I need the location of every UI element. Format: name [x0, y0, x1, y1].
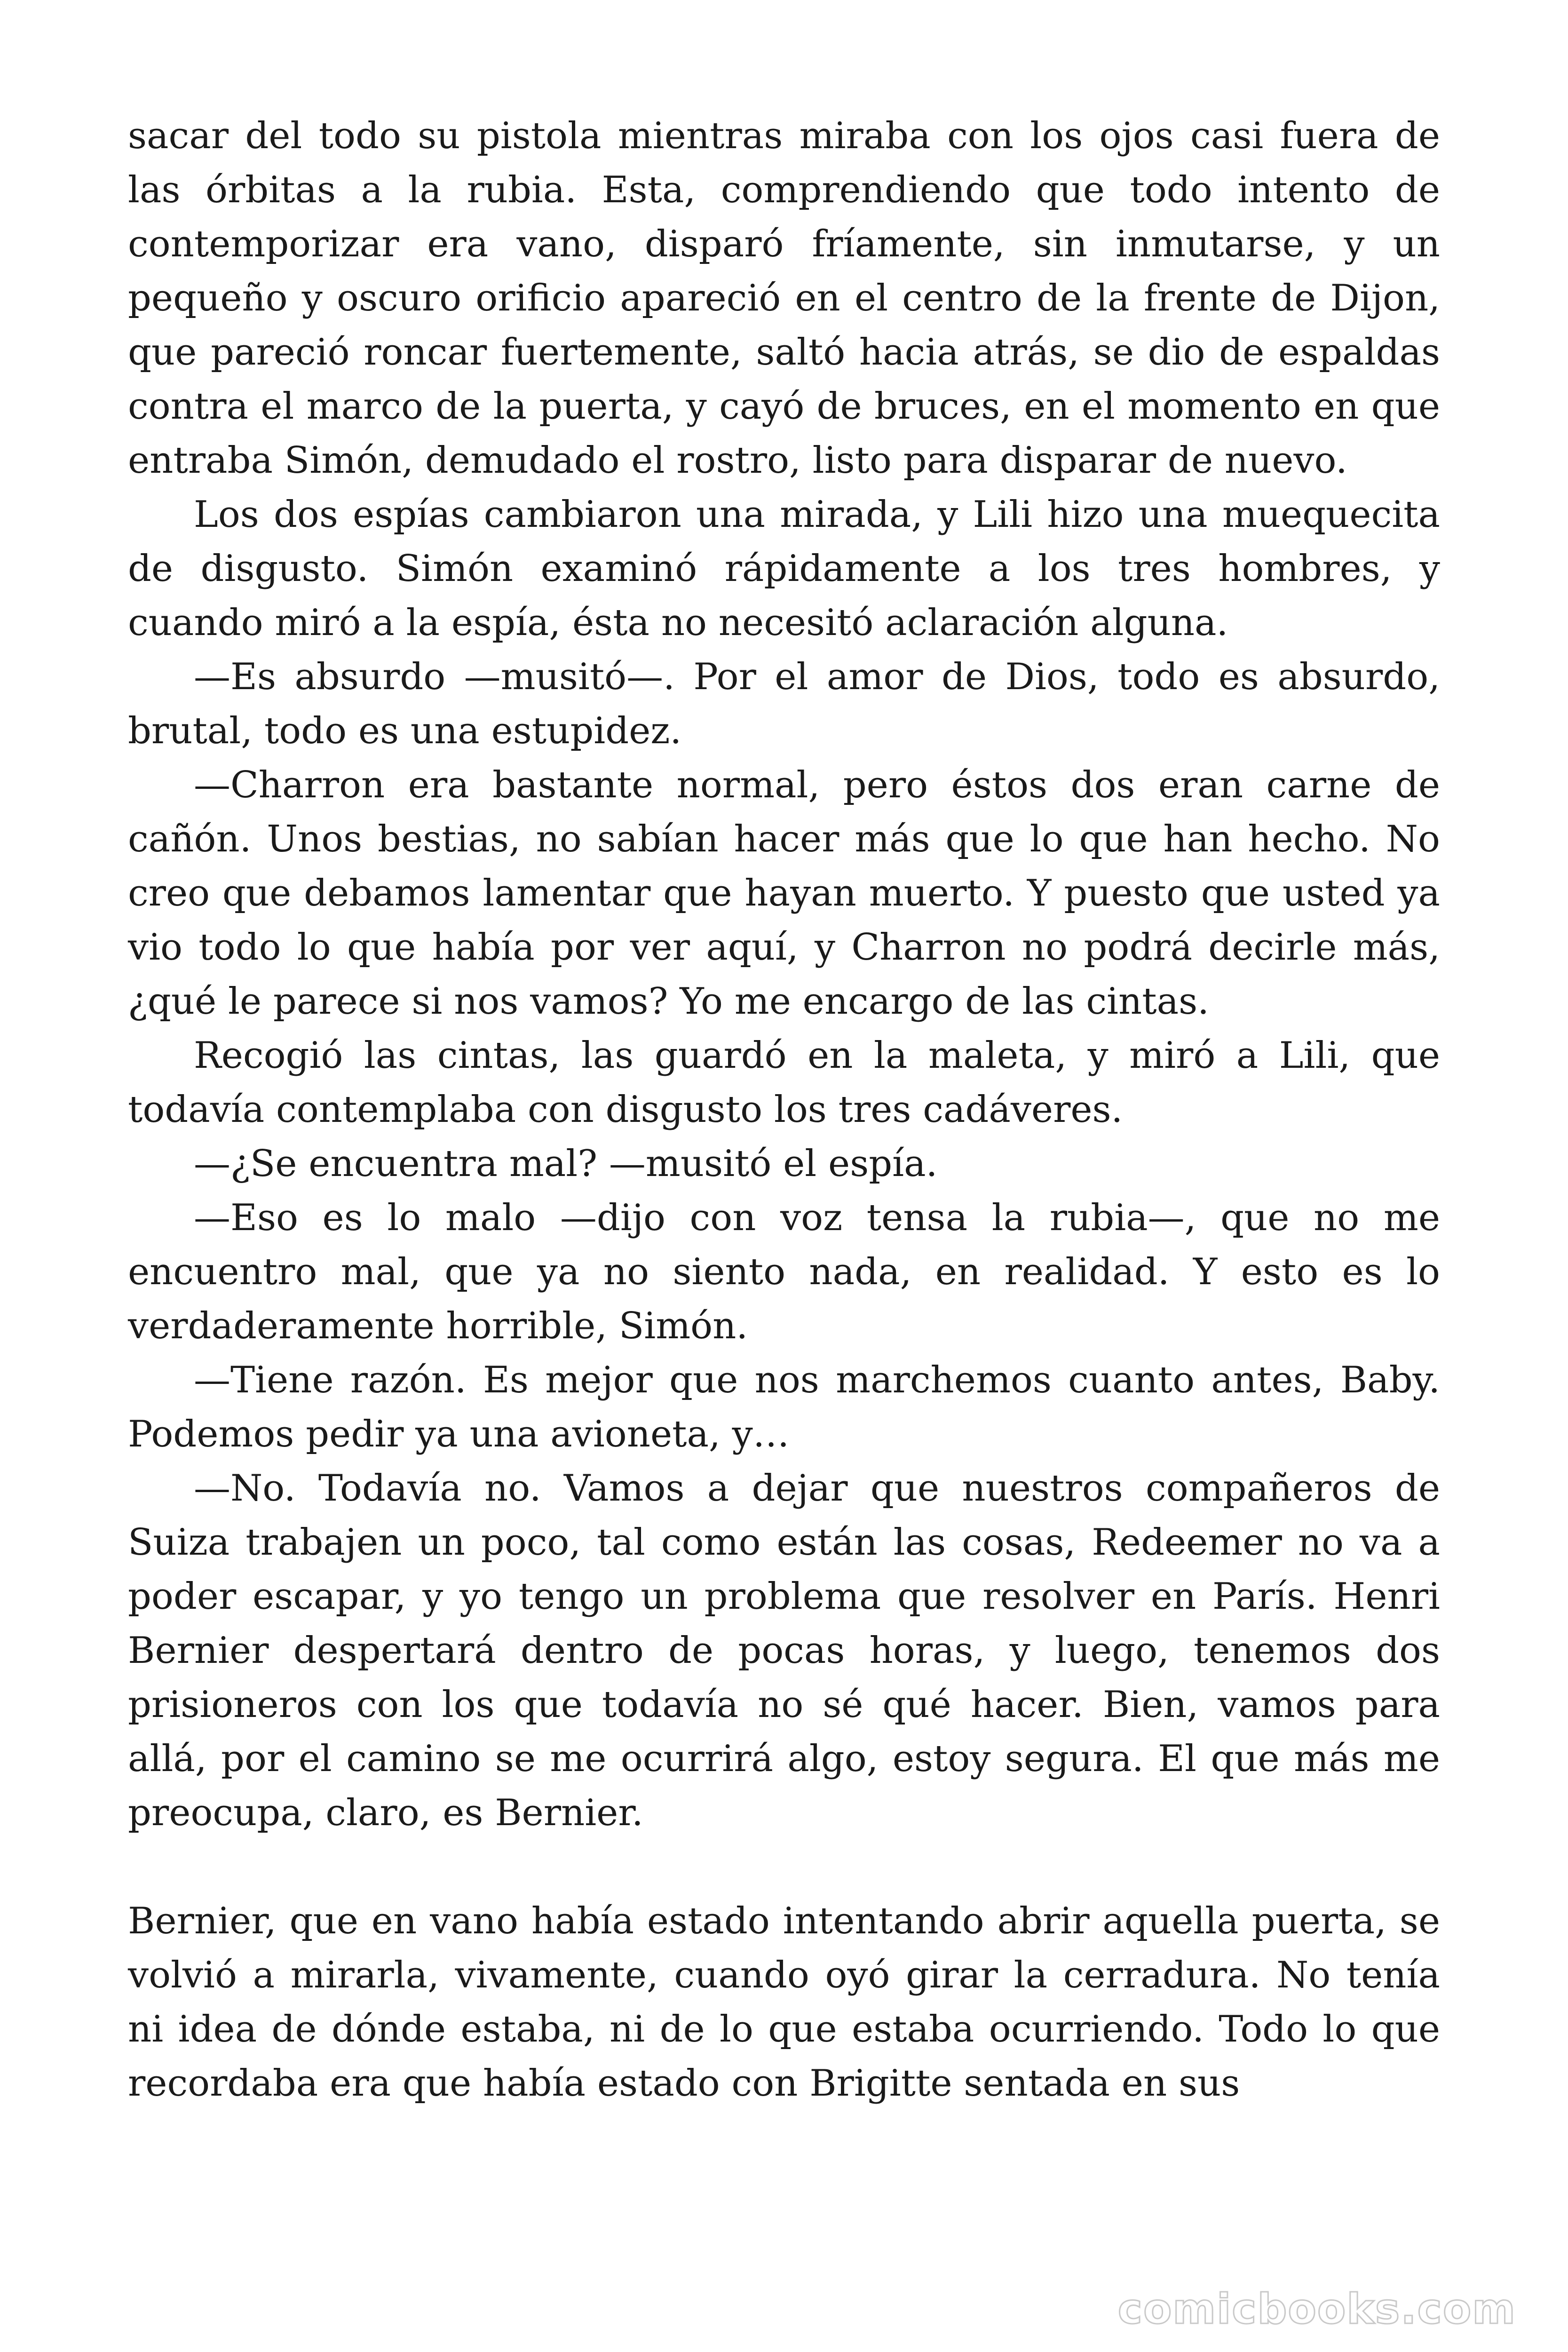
paragraph: Recogió las cintas, las guardó en la maleta, y miró a Lili, que todavía contemplaba con disgusto los tres cadáveres. — [128, 1034, 1440, 1131]
dialogue-paragraph: —No. Todavía no. Vamos a dejar que nuestros compañeros de Suiza trabajen un poco, tal como están las cosas, Redeemer no va a poder escapar, y yo tengo un problema que resolver en París. Henri Bernier despertará dentro de pocas horas, y luego, tenemos dos prisioneros con los que todavía no sé qué hacer. Bien, vamos para allá, por el camino se me ocurrirá algo, estoy segura. El que más me preocupa, claro, es Bernier. — [128, 1467, 1440, 1834]
watermark: comicbooks.com — [1117, 2285, 1516, 2333]
dialogue-paragraph: —Tiene razón. Es mejor que nos marchemos cuanto antes, Baby. Podemos pedir ya una avioneta, y… — [128, 1359, 1440, 1455]
dialogue-paragraph: —Eso es lo malo —dijo con voz tensa la rubia—, que no me encuentro mal, que ya no siento nada, en realidad. Y esto es lo verdaderamente horrible, Simón. — [128, 1197, 1440, 1347]
dialogue-paragraph: —Es absurdo —musitó—. Por el amor de Dios, todo es absurdo, brutal, todo es una estupidez. — [128, 656, 1440, 752]
dialogue-paragraph: —Charron era bastante normal, pero éstos dos eran carne de cañón. Unos bestias, no sabían hacer más que lo que han hecho. No creo que debamos lamentar que hayan muerto. Y puesto que usted ya vio todo lo que había por ver aquí, y Charron no podrá decirle más, ¿qué le parece si nos vamos? Yo me encargo de las cintas. — [128, 764, 1440, 1023]
section-start-paragraph: Bernier, que en vano había estado intentando abrir aquella puerta, se volvió a mirarla, vivamente, cuando oyó girar la cerradura. No tenía ni idea de dónde estaba, ni de lo que estaba ocurriendo. Todo lo que recordaba era que había estado con Brigitte sentada en sus — [128, 1900, 1440, 2105]
page-text-block — [128, 109, 1440, 2111]
dialogue-paragraph: —¿Se encuentra mal? —musitó el espía. — [194, 1143, 938, 1185]
paragraph-continuation: sacar del todo su pistola mientras miraba con los ojos casi fuera de las órbitas a la rubia. Esta, comprendiendo que todo intento de contemporizar era vano, disparó fríamente, sin inmutarse, y un pequeño y oscuro orificio apareció en el centro de la frente de Dijon, que pareció roncar fuertemente, saltó hacia atrás, se dio de espaldas contra el marco de la puerta, y cayó de bruces, en el momento en que entraba Simón, demudado el rostro, listo para disparar de nuevo. — [128, 115, 1440, 482]
paragraph: Los dos espías cambiaron una mirada, y Lili hizo una muequecita de disgusto. Simón examinó rápidamente a los tres hombres, y cuando miró a la espía, ésta no necesitó aclaración alguna. — [128, 493, 1440, 644]
